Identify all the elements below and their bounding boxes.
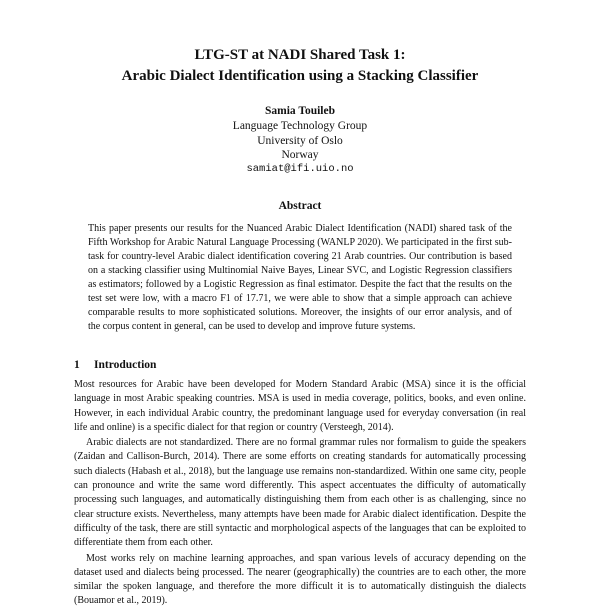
author-name: Samia Touileb [265, 105, 335, 117]
affiliation-group: Language Technology Group [232, 120, 368, 132]
section-heading [74, 358, 156, 372]
abstract-heading: Abstract [278, 200, 322, 212]
affiliation-university: University of Oslo [257, 135, 343, 147]
body-paragraph: Arabic dialects are not standardized. There are no formal grammar rules nor formalism to guide the speakers (Zaidan and Callison-Burch, 2014). There are some efforts on creating standards for automatically processing such dialects (Habash et al., 2018), but the language use remains non-standardized. Within one same city, people can pronounce and write the same word differently. This aspect accentuates the difficulty of automatically processing such languages, and automatically distinguishing them from each other is as challenging, since no clear structure exists. Nevertheless, many attempts have been made for Arabic dialect identification. Despite the difficulty of the task, there are still syntactic and morphological aspects of the languages that can be exploited to differentiate them from each other. [74, 437, 526, 549]
paper-title-line-1: LTG-ST at NADI Shared Task 1: [194, 47, 406, 63]
section-body [74, 378, 526, 610]
body-paragraph: Most works rely on machine learning approaches, and span various levels of accuracy depending on the dataset used and dialects being processed. The nearer (geographically) the countries are to each other, the more similar the spoken language, and therefore the more difficult it is to automatically distinguish the dialects (Bouamor et al., 2019). [74, 552, 526, 607]
body-paragraph: Most resources for Arabic have been developed for Modern Standard Arabic (MSA) since it is the official language in most Arabic speaking countries. MSA is used in media coverage, politics, books, and even online. However, in each individual Arabic country, the predominant language used for everyday conversation (in real life and online) is a specific dialect for that region or country (Versteegh, 2014). [74, 379, 526, 433]
affiliation-country: Norway [281, 149, 319, 161]
section-title: Introduction [94, 359, 157, 371]
abstract-text: This paper presents our results for the Nuanced Arabic Dialect Identification (NADI) shared task of the Fifth Workshop for Arabic Natural Language Processing (WANLP 2020). We participated in the first sub-task for country-level Arabic dialect identification covering 21 Arab countries. Our contribution is based on a stacking classifier using Multinomial Naive Bayes, Linear SVC, and Logistic Regression classifiers as estimators; followed by a Logistic Regression as final estimator. Despite the fact that the results on the test set were low, with a macro F1 of 17.71, we were able to show that a simple approach can achieve comparable results to more sophisticated solutions. Moreover, the insights of our error analysis, and of the corpus content in general, can be used to develop and improve future systems. [88, 223, 512, 332]
section-number: 1 [74, 359, 80, 371]
author-email: samiat@ifi.uio.no [246, 163, 354, 175]
paper-title-line-2: Arabic Dialect Identification using a Stacking Classifier [121, 68, 479, 84]
